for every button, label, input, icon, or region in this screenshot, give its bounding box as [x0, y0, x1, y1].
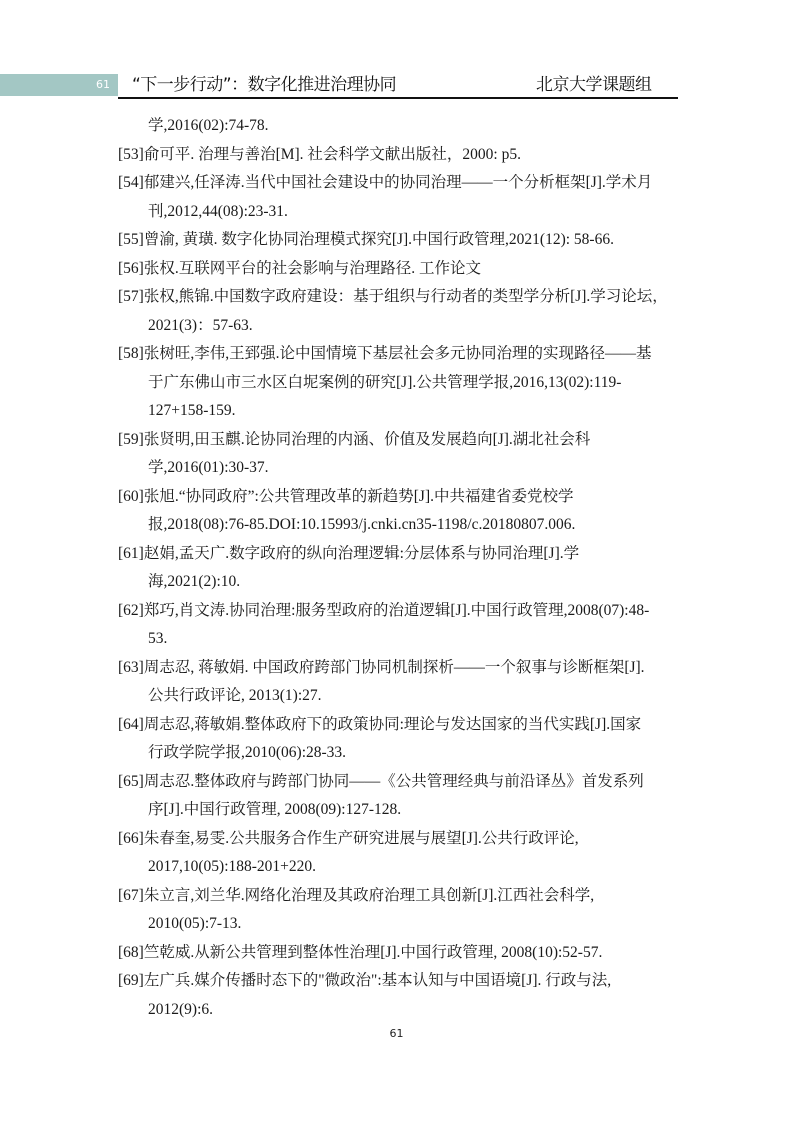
- reference-line: [66]朱春奎,易雯.公共服务合作生产研究进展与展望[J].公共行政评论,: [118, 829, 579, 847]
- reference-entry: [118, 825, 678, 882]
- reference-continuation-line: 127+158-159.: [148, 402, 236, 419]
- header-color-band: [0, 74, 118, 96]
- reference-continuation-line: 报,2018(08):76-85.DOI:10.15993/j.cnki.cn35-1198/c.20180807.006.: [148, 516, 576, 533]
- reference-line: [63]周志忍, 蒋敏娟. 中国政府跨部门协同机制探析——一个叙事与诊断框架[J].: [118, 658, 645, 676]
- reference-continuation-line: 2021(3)：57-63.: [148, 316, 253, 334]
- page-number: 61: [389, 1027, 404, 1040]
- reference-continuation-line: 53.: [148, 630, 168, 647]
- reference-continuation-line: 刊,2012,44(08):23-31.: [148, 202, 288, 220]
- reference-entry: [118, 483, 678, 540]
- header-rule: [118, 97, 678, 99]
- reference-continuation-line: 于广东佛山市三水区白坭案例的研究[J].公共管理学报,2016,13(02):119-: [148, 373, 622, 391]
- reference-entry: [118, 226, 678, 255]
- reference-entry: [118, 255, 678, 284]
- reference-continuation-line: 行政学院学报,2010(06):28-33.: [148, 744, 347, 761]
- reference-continuation-line: 学,2016(01):30-37.: [148, 459, 269, 476]
- reference-line: [54]郁建兴,任泽涛.当代中国社会建设中的协同治理——一个分析框架[J].学术月: [118, 174, 653, 191]
- reference-line: [69]左广兵.媒介传播时态下的"微政治":基本认知与中国语境[J]. 行政与法,: [118, 972, 612, 989]
- reference-continuation-line: 2017,10(05):188-201+220.: [148, 858, 317, 875]
- reference-line: [59]张贤明,田玉麒.论协同治理的内涵、价值及发展趋向[J].湖北社会科: [118, 430, 591, 448]
- reference-continuation-line: 序[J].中国行政管理, 2008(09):127-128.: [148, 801, 402, 818]
- reference-continuation-line: 2012(9):6.: [148, 1000, 214, 1018]
- reference-line: [61]赵娟,孟天广.数字政府的纵向治理逻辑:分层体系与协同治理[J].学: [118, 544, 580, 562]
- reference-continuation-line: 公共行政评论, 2013(1):27.: [148, 687, 322, 704]
- reference-line: [67]朱立言,刘兰华.网络化治理及其政府治理工具创新[J].江西社会科学,: [118, 886, 595, 904]
- reference-line: [56]张权.互联网平台的社会影响与治理路径. 工作论文: [118, 259, 481, 277]
- reference-list: [118, 112, 678, 1024]
- reference-line: [68]竺乾威.从新公共管理到整体性治理[J].中国行政管理, 2008(10):52-57.: [118, 943, 603, 961]
- running-header-title: “下一步行动”：数字化推进治理协同: [132, 75, 397, 95]
- reference-entry: [118, 426, 678, 483]
- reference-continuation-line: 2010(05):7-13.: [148, 915, 242, 932]
- header-page-number: 61: [96, 78, 110, 91]
- reference-line: [64]周志忍,蒋敏娟.整体政府下的政策协同:理论与发达国家的当代实践[J].国家: [118, 715, 642, 733]
- reference-entry: [118, 967, 678, 1024]
- reference-entry: [118, 597, 678, 654]
- reference-line: [57]张权,熊锦.中国数字政府建设：基于组织与行动者的类型学分析[J].学习论坛，: [118, 288, 668, 305]
- reference-line: [60]张旭.“协同政府”:公共管理改革的新趋势[J].中共福建省委党校学: [118, 487, 574, 505]
- reference-line: [62]郑巧,肖文涛.协同治理:服务型政府的治道逻辑[J].中国行政管理,2008(07):48-: [118, 601, 650, 619]
- reference-entry: [118, 882, 678, 939]
- reference-line: [58]张树旺,李伟,王郅强.论中国情境下基层社会多元协同治理的实现路径——基: [118, 345, 652, 362]
- reference-entry: [118, 768, 678, 825]
- reference-entry: [118, 340, 678, 426]
- reference-line: [65]周志忍.整体政府与跨部门协同——《公共管理经典与前沿译丛》首发系列: [118, 772, 644, 790]
- reference-entry: [118, 654, 678, 711]
- reference-entry: [118, 112, 678, 141]
- reference-continuation-line: 学,2016(02):74-78.: [148, 117, 269, 134]
- reference-line: [53]俞可平. 治理与善治[M]. 社会科学文献出版社，2000: p5.: [118, 145, 521, 163]
- reference-entry: [118, 141, 678, 170]
- reference-line: [55]曾渝, 黄璜. 数字化协同治理模式探究[J].中国行政管理,2021(12): 58-66.: [118, 231, 614, 248]
- reference-entry: [118, 540, 678, 597]
- reference-entry: [118, 939, 678, 968]
- running-header-organization: 北京大学课题组: [536, 75, 652, 95]
- reference-entry: [118, 711, 678, 768]
- reference-entry: [118, 283, 678, 340]
- reference-continuation-line: 海,2021(2):10.: [148, 573, 241, 590]
- reference-entry: [118, 169, 678, 226]
